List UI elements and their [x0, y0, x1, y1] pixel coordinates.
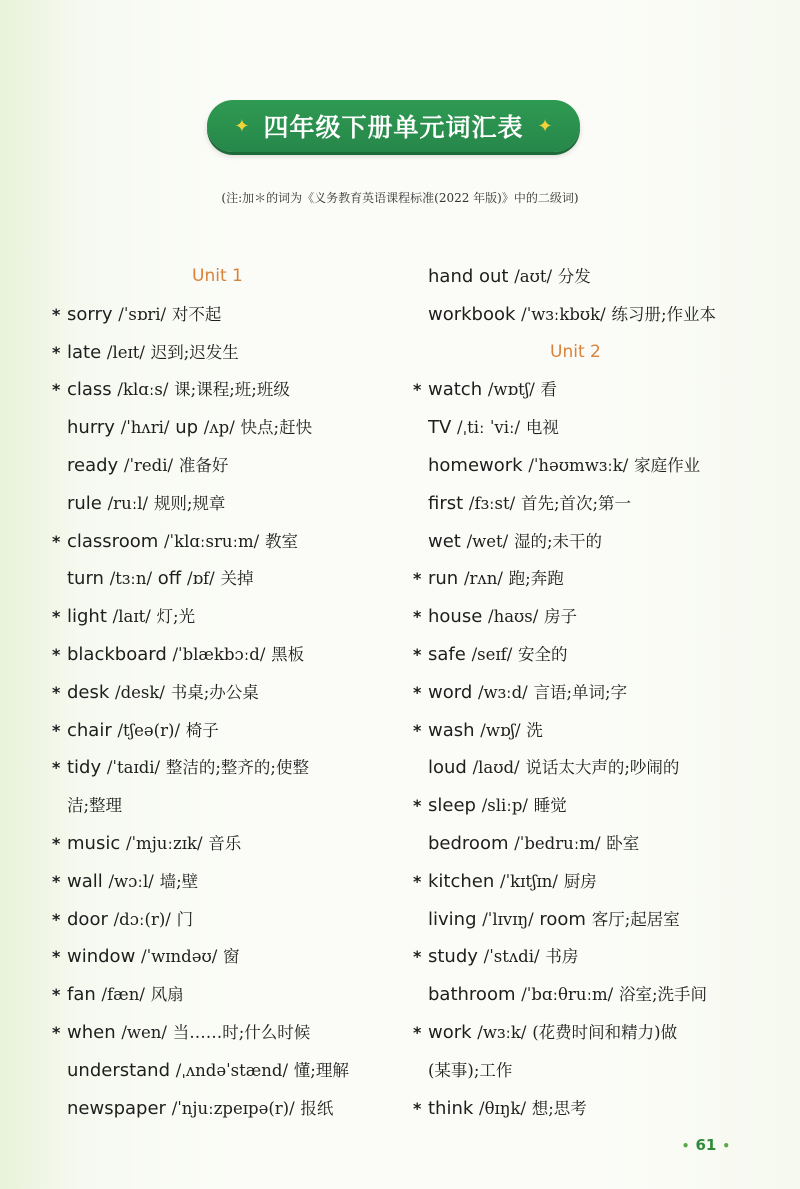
phonetic-text: /haʊs/: [488, 607, 539, 627]
meaning-text: 电视: [525, 418, 559, 438]
phonetic-text: /ruːl/: [107, 493, 149, 513]
phonetic-text: /θɪŋk/: [479, 1098, 527, 1118]
word-text: sorry: [67, 303, 113, 325]
meaning-text: 言语;单词;字: [533, 682, 628, 702]
meaning-text: 房子: [544, 607, 578, 627]
vocab-entry: [413, 1090, 743, 1128]
phonetic-text: /laʊd/: [472, 758, 520, 778]
vocab-entry: [52, 1014, 382, 1052]
vocab-entry: [413, 749, 743, 787]
entry-continuation: [413, 1052, 743, 1090]
star-icon: ✦: [537, 115, 553, 137]
unit-heading: Unit 1: [192, 266, 243, 286]
star-icon: ✦: [234, 115, 250, 137]
phonetic-text: /aʊt/: [514, 267, 553, 286]
word-text: work: [428, 1021, 472, 1043]
star-mark: *: [413, 947, 422, 967]
star-mark: *: [52, 758, 61, 778]
meaning-text: 书桌;办公桌: [170, 682, 259, 702]
phonetic-text: /wen/: [121, 1022, 167, 1042]
vocab-entry: [52, 1052, 382, 1090]
vocab-entry: [52, 296, 382, 334]
star-mark: *: [413, 871, 422, 891]
meaning-text: 说话太大声的;吵闹的: [525, 758, 680, 778]
page-title: 四年级下册单元词汇表: [263, 113, 524, 142]
word-text: window: [67, 946, 136, 968]
meaning-text: 跑;奔跑: [508, 569, 564, 589]
vocab-entry: [413, 598, 743, 636]
vocab-entry: [413, 976, 743, 1014]
star-mark: *: [52, 909, 61, 929]
word-text: fan: [67, 984, 96, 1006]
vocab-entry: [413, 409, 743, 447]
left-column: [52, 258, 382, 1127]
page-number-text: 61: [695, 1136, 717, 1154]
vocab-entry: [413, 447, 743, 485]
right-column: [413, 258, 743, 1127]
meaning-text: 整洁的;整齐的;使整: [165, 758, 309, 778]
star-mark: *: [413, 720, 422, 740]
meaning-text: 墙;壁: [159, 871, 199, 891]
word-text: living: [428, 908, 477, 930]
phonetic-text: /fæn/: [101, 985, 145, 1005]
vocab-entry: [413, 296, 743, 334]
word-text: kitchen: [428, 870, 495, 892]
word-text: music: [67, 832, 121, 854]
word-text: class: [67, 379, 112, 401]
word-text: loud: [428, 757, 467, 779]
meaning-text: 懂;理解: [293, 1060, 349, 1080]
meaning-text: 黑板: [271, 644, 305, 664]
star-mark: *: [52, 380, 61, 400]
vocab-entry: [52, 409, 382, 447]
word-text: when: [67, 1021, 116, 1043]
phonetic-text: /ˈwɪndəʊ/: [141, 947, 218, 967]
phonetic-text: /fɜːst/: [468, 493, 516, 513]
meaning-text: 灯;光: [156, 607, 196, 627]
meaning-text: 当……时;什么时候: [172, 1022, 311, 1042]
phonetic-text: /wɒtʃ/: [487, 380, 535, 400]
page-number: [676, 1136, 736, 1154]
word-text: watch: [428, 379, 483, 401]
meaning-text: 洗: [526, 720, 543, 740]
phonetic-text: /tɜːn/: [109, 569, 153, 589]
vocab-entry: [52, 863, 382, 901]
word-text: house: [428, 606, 483, 628]
meaning-text: 看: [540, 380, 558, 400]
phonetic-text: /ˈtaɪdi/: [106, 758, 161, 778]
word-text: sleep: [428, 795, 476, 817]
dot-icon: •: [681, 1139, 690, 1153]
word-text: wet: [428, 530, 461, 552]
meaning-text: 快点;赶快: [240, 418, 313, 438]
word-text: bedroom: [428, 832, 509, 854]
vocab-entry: [413, 712, 743, 750]
word-text: workbook: [428, 303, 516, 325]
meaning-text: 分发: [557, 267, 591, 286]
meaning-text: 浴室;洗手间: [618, 985, 708, 1005]
meaning-text: 对不起: [171, 304, 222, 324]
vocab-entry: [52, 447, 382, 485]
meaning-text: 窗: [223, 947, 240, 967]
meaning-text: 睡觉: [533, 796, 567, 816]
word-text: wall: [67, 870, 103, 892]
meaning-text: 关掉: [220, 569, 254, 589]
star-mark: *: [52, 985, 61, 1005]
word-text: TV: [428, 417, 452, 439]
word-text: rule: [67, 492, 102, 514]
vocab-entry: [413, 523, 743, 561]
dot-icon: •: [722, 1139, 730, 1153]
vocab-entry: [413, 901, 743, 939]
word-text: safe: [428, 643, 466, 665]
phonetic-text: /ʌp/: [203, 418, 235, 438]
phonetic-text: /laɪt/: [112, 607, 151, 627]
note-text: (注:加＊的词为《义务教育英语课程标准(2022 年版)》中的二级词): [221, 191, 579, 205]
star-mark: *: [52, 644, 61, 664]
phonetic-text: /wɒʃ/: [480, 720, 521, 740]
meaning-text: 课;课程;班;班级: [174, 380, 290, 400]
star-mark: *: [52, 720, 61, 740]
entry-continuation: [52, 787, 382, 825]
meaning-text: 首先;首次;第一: [520, 493, 632, 513]
word-text: hand out: [428, 266, 509, 287]
meaning-text: 客厅;起居室: [591, 909, 680, 929]
phonetic-text: /ˈbɑːθruːm/: [521, 985, 614, 1005]
word-text: hurry: [67, 417, 115, 439]
vocab-entry: [413, 938, 743, 976]
meaning-text: 音乐: [208, 833, 242, 853]
star-mark: *: [413, 644, 422, 664]
star-mark: *: [52, 833, 61, 853]
star-mark: *: [52, 871, 61, 891]
word-text: study: [428, 946, 478, 968]
phonetic-text: /wet/: [466, 531, 509, 551]
vocab-entry: [52, 825, 382, 863]
word-text: ready: [67, 454, 119, 476]
phonetic-text: /ˈklɑːsruːm/: [163, 531, 260, 551]
star-mark: *: [413, 607, 422, 627]
word-text: classroom: [67, 530, 159, 552]
vocab-entry: [52, 901, 382, 939]
word-text: turn: [67, 568, 104, 590]
vocab-entry: [52, 636, 382, 674]
star-mark: *: [413, 796, 422, 816]
star-mark: *: [52, 342, 61, 362]
word-text: understand: [67, 1059, 171, 1081]
phonetic-text: /seɪf/: [471, 644, 513, 664]
word-text: first: [428, 492, 464, 514]
phonetic-text: /ˈwɜːkbʊk/: [521, 304, 606, 324]
star-mark: *: [52, 531, 61, 551]
meaning-text: 卧室: [606, 833, 640, 853]
vocab-entry: [52, 674, 382, 712]
meaning-text: 安全的: [518, 644, 568, 664]
phonetic-text: /ˈsɒri/: [118, 304, 167, 324]
phonetic-text: /ˈmjuːzɪk/: [125, 833, 203, 853]
meaning-text: 规则;规章: [153, 493, 226, 513]
phonetic-text: /ɒf/: [186, 569, 215, 589]
meaning-text: 准备好: [178, 455, 229, 475]
phonetic-text: /ˈnjuːzpeɪpə(r)/: [171, 1098, 295, 1118]
phonetic-text: /wɔːl/: [108, 871, 154, 891]
vocab-entry: [52, 371, 382, 409]
word-text: word: [428, 681, 473, 703]
vocab-entry: [52, 712, 382, 750]
vocab-entry: [52, 749, 382, 787]
phonetic-text: /tʃeə(r)/: [117, 720, 181, 740]
vocab-entry: [413, 1014, 743, 1052]
phonetic-text: /wɜːk/: [477, 1022, 527, 1042]
vocab-entry: [52, 598, 382, 636]
meaning-text: 想;思考: [531, 1098, 587, 1118]
word-text: up: [175, 417, 199, 439]
word-text: off: [157, 568, 182, 590]
phonetic-text: /rʌn/: [463, 569, 503, 589]
star-mark: *: [413, 569, 422, 589]
vocab-entry: [413, 560, 743, 598]
word-text: chair: [67, 719, 112, 741]
phonetic-text: /ˈhʌri/: [120, 418, 170, 438]
vocab-entry: [52, 334, 382, 372]
meaning-text: 教室: [264, 531, 298, 551]
meaning-text: (花费时间和精力)做: [532, 1022, 678, 1042]
vocab-entry: [52, 938, 382, 976]
word-text: homework: [428, 454, 523, 476]
star-mark: *: [413, 1022, 422, 1042]
star-mark: *: [52, 947, 61, 967]
star-mark: *: [413, 380, 422, 400]
phonetic-text: /sliːp/: [481, 796, 528, 816]
vocab-entry: [52, 560, 382, 598]
meaning-text: 厨房: [563, 871, 597, 891]
phonetic-text: /wɜːd/: [477, 682, 528, 702]
phonetic-text: /ˈblækbɔːd/: [172, 644, 266, 664]
meaning-text: 风扇: [150, 985, 184, 1005]
word-text: light: [67, 606, 107, 628]
vocab-entry: [413, 787, 743, 825]
star-mark: *: [413, 1098, 422, 1118]
meaning-text: (某事);工作: [428, 1060, 513, 1080]
star-mark: *: [52, 607, 61, 627]
meaning-text: 报纸: [300, 1098, 334, 1118]
vocab-entry: [413, 674, 743, 712]
meaning-text: 迟到;迟发生: [150, 342, 239, 362]
meaning-text: 洁;整理: [67, 796, 123, 816]
phonetic-text: /dɔː(r)/: [113, 909, 171, 929]
vocab-entry: [52, 976, 382, 1014]
word-text: run: [428, 568, 459, 590]
vocab-entry: [413, 825, 743, 863]
word-text: blackboard: [67, 643, 167, 665]
phonetic-text: /ˈlɪvɪŋ/: [482, 909, 534, 929]
star-mark: *: [413, 682, 422, 702]
meaning-text: 椅子: [185, 720, 219, 740]
vocab-entry: [52, 485, 382, 523]
phonetic-text: /desk/: [115, 682, 165, 702]
meaning-text: 练习册;作业本: [611, 304, 716, 324]
star-mark: *: [52, 304, 61, 324]
meaning-text: 书房: [545, 947, 579, 967]
vocab-entry: [413, 371, 743, 409]
word-text: bathroom: [428, 984, 516, 1006]
unit-heading: Unit 2: [550, 341, 601, 362]
word-text: door: [67, 908, 108, 930]
phonetic-text: /ˈstʌdi/: [483, 947, 540, 967]
word-text: think: [428, 1097, 474, 1119]
star-mark: *: [52, 1022, 61, 1042]
word-text: late: [67, 341, 102, 363]
meaning-text: 湿的;未干的: [513, 531, 603, 551]
phonetic-text: /klɑːs/: [117, 380, 169, 400]
vocab-entry: [413, 636, 743, 674]
word-text: desk: [67, 681, 110, 703]
phonetic-text: /leɪt/: [106, 342, 145, 362]
word-text: wash: [428, 719, 475, 741]
meaning-text: 门: [176, 909, 194, 929]
vocab-entry: [413, 258, 743, 296]
vocab-entry: [413, 485, 743, 523]
star-mark: *: [52, 682, 61, 702]
word-text: room: [539, 908, 586, 930]
word-text: tidy: [67, 757, 102, 779]
vocab-entry: [52, 1090, 382, 1128]
phonetic-text: /ˈredi/: [123, 455, 174, 475]
phonetic-text: /ˈkɪtʃɪn/: [500, 871, 558, 891]
word-text: newspaper: [67, 1097, 166, 1119]
phonetic-text: /ˈhəʊmwɜːk/: [528, 455, 629, 475]
vocab-entry: [52, 523, 382, 561]
phonetic-text: /ˌtiː ˈviː/: [457, 418, 521, 438]
phonetic-text: /ˈbedruːm/: [514, 833, 601, 853]
title-banner: [207, 100, 580, 152]
vocab-entry: [413, 863, 743, 901]
phonetic-text: /ˌʌndəˈstænd/: [175, 1060, 289, 1080]
meaning-text: 家庭作业: [634, 455, 701, 475]
